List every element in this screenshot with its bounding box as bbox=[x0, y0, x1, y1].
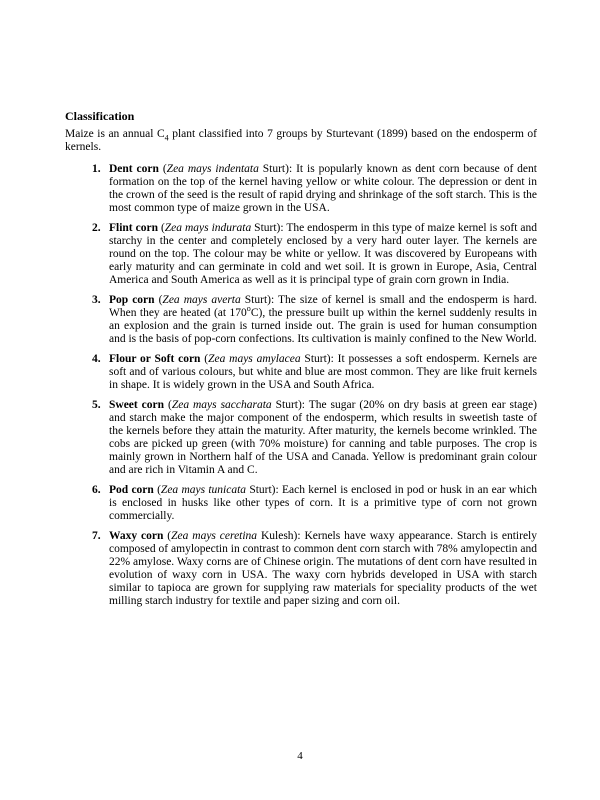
list-item bbox=[65, 399, 537, 477]
list-item-text: Pop corn (Zea mays averta Sturt): The size of kernel is small and the endosperm is hard. When they are heated (at 170$^o$C), the pressure built up within the kernel suddenly results in an explosion and the grain is turned inside out. The grain is used for human consumption and is the basis of pop-corn confections. Its cultivation is mainly confined to the New World. bbox=[109, 294, 537, 345]
list-item-text: Flour or Soft corn (Zea mays amylacea Sturt): It possesses a soft endosperm. Kernels are soft and of various colours, but white and blue are most common. They are like fruit kernels in shape. It is widely grown in the USA and South Africa. bbox=[109, 353, 537, 391]
page-number: 4 bbox=[297, 750, 303, 762]
list-item-text: Sweet corn (Zea mays saccharata Sturt): The sugar (20% on dry basis at green ear stage) and starch make the major component of the endosperm, which results in sweetish taste of the kernels before they attain the maturity. After maturity, the kernels become wrinkled. The cobs are picked up green (with 70% moisture) for canning and table purposes. The crop is mainly grown in Northern half of the USA and Canada. Yellow is predominant grain colour and are rich in Vitamin A and C. bbox=[109, 399, 537, 476]
list-item-number: 7. bbox=[92, 530, 101, 542]
list-item bbox=[65, 222, 537, 287]
list-item bbox=[65, 294, 537, 346]
list-item-number: 6. bbox=[92, 484, 101, 496]
section-heading: Classification bbox=[65, 109, 135, 123]
list-item bbox=[65, 530, 537, 608]
list-item-number: 5. bbox=[92, 399, 101, 411]
list-item-text: Pod corn (Zea mays tunicata Sturt): Each kernel is enclosed in pod or husk in an ear which is enclosed in husks like other types of corn. It is a primitive type of corn not grown commercially. bbox=[109, 484, 538, 522]
page-content bbox=[65, 110, 537, 615]
list-item-text: Flint corn (Zea mays indurata Sturt): The endosperm in this type of maize kernel is soft and starchy in the center and completely enclosed by a very hard outer layer. The kernels are round on the top. The colour may be white or yellow. It was discovered by Europeans with early maturity and can germinate in cold and wet soil. It is grown in Europe, Asia, Central America and South America as well as it is principal type of grain corn grown in India. bbox=[109, 222, 538, 286]
list-item-text: Dent corn (Zea mays indentata Sturt): It is popularly known as dent corn because of dent formation on the top of the kernel having yellow or white colour. The depression or dent in the crown of the seed is the result of rapid drying and shrinkage of the soft starch. This is the most common type of maize grown in the USA. bbox=[109, 163, 537, 214]
numbered-list bbox=[65, 163, 537, 608]
list-item bbox=[65, 484, 537, 523]
intro-paragraph: Maize is an annual $C_4$ plant classified into 7 groups by Sturtevant (1899) based on the endosperm of kernels. bbox=[65, 128, 537, 153]
list-item-number: 2. bbox=[92, 222, 101, 234]
list-item-text: Waxy corn (Zea mays ceretina Kulesh): Kernels have waxy appearance. Starch is entirely composed of amylopectin in contrast to common dent corn starch with 78% amylopectin and 22% amylose. Waxy corns are of Chinese origin. The mutations of dent corn have resulted in evolution of waxy corn in USA. The waxy corn hybrids developed in USA with starch similar to tapioca are grown for supplying raw materials for speciality products of the wet milling starch industry for textile and paper sizing and corn oil. bbox=[109, 530, 537, 607]
list-item bbox=[65, 163, 537, 215]
list-item-number: 3. bbox=[92, 294, 101, 306]
list-item-number: 4. bbox=[92, 353, 101, 365]
list-item bbox=[65, 353, 537, 392]
list-item-number: 1. bbox=[92, 163, 101, 175]
